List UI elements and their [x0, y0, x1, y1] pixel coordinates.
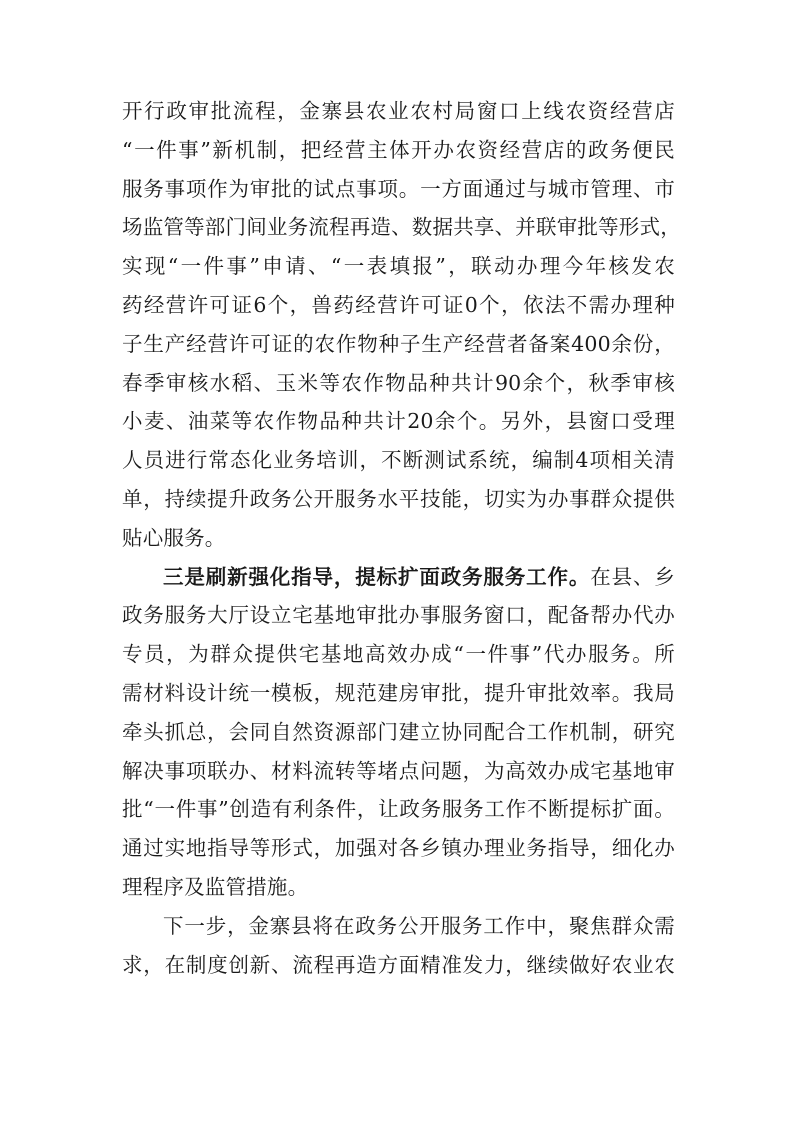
text-line: 小麦、油菜等农作物品种共计20余个。另外，县窗口受理: [122, 409, 675, 434]
text-line: 单，持续提升政务公开服务水平技能，切实为办事群众提供: [122, 486, 675, 511]
text-run: 在县、乡: [590, 564, 675, 589]
text-line: 批“一件事”创造有利条件，让政务服务工作不断提标扩面。: [122, 797, 675, 822]
text-line: 服务事项作为审批的试点事项。一方面通过与城市管理、市: [122, 176, 675, 201]
text-line: 实现“一件事”申请、“一表填报”，联动办理今年核发农: [122, 254, 675, 279]
text-line: 人员进行常态化业务培训，不断测试系统，编制4项相关清: [122, 448, 675, 473]
document-body: [122, 92, 681, 984]
paragraph-3: [122, 907, 675, 985]
text-line: 下一步，金寨县将在政务公开服务工作中，聚焦群众需: [163, 913, 675, 938]
text-line: 贴心服务。: [122, 525, 226, 550]
text-line: 求，在制度创新、流程再造方面精准发力，继续做好农业农: [122, 952, 675, 977]
text-line: 理程序及监管措施。: [122, 874, 309, 899]
paragraph-1: [122, 92, 681, 558]
text-line: 政务服务大厅设立宅基地审批办事服务窗口，配备帮办代办: [122, 603, 675, 628]
text-line: 药经营许可证6个，兽药经营许可证0个，依法不需办理种: [122, 292, 675, 317]
text-line: 开行政审批流程，金寨县农业农村局窗口上线农资经营店: [122, 99, 675, 123]
text-line: [122, 558, 675, 597]
text-line: 通过实地指导等形式，加强对各乡镇办理业务指导，细化办: [122, 836, 675, 861]
paragraph-2: [122, 558, 675, 907]
text-line: 子生产经营许可证的农作物种子生产经营者备案400余份，: [122, 331, 675, 356]
text-line: 专员，为群众提供宅基地高效办成“一件事”代办服务。所: [122, 642, 675, 667]
text-line: 牵头抓总，会同自然资源部门建立协同配合工作机制，研究: [122, 719, 675, 744]
text-line: “一件事”新机制，把经营主体开办农资经营店的政务便民: [122, 137, 675, 162]
text-line: 需材料设计统一模板，规范建房审批，提升审批效率。我局: [122, 680, 675, 705]
text-line: 场监管等部门间业务流程再造、数据共享、并联审批等形式，: [122, 215, 681, 240]
text-line: 解决事项联办、材料流转等堵点问题，为高效办成宅基地审: [122, 758, 675, 783]
text-line: 春季审核水稻、玉米等农作物品种共计90余个，秋季审核: [122, 370, 675, 395]
paragraph-heading: 三是刷新强化指导，提标扩面政务服务工作。: [163, 564, 591, 589]
